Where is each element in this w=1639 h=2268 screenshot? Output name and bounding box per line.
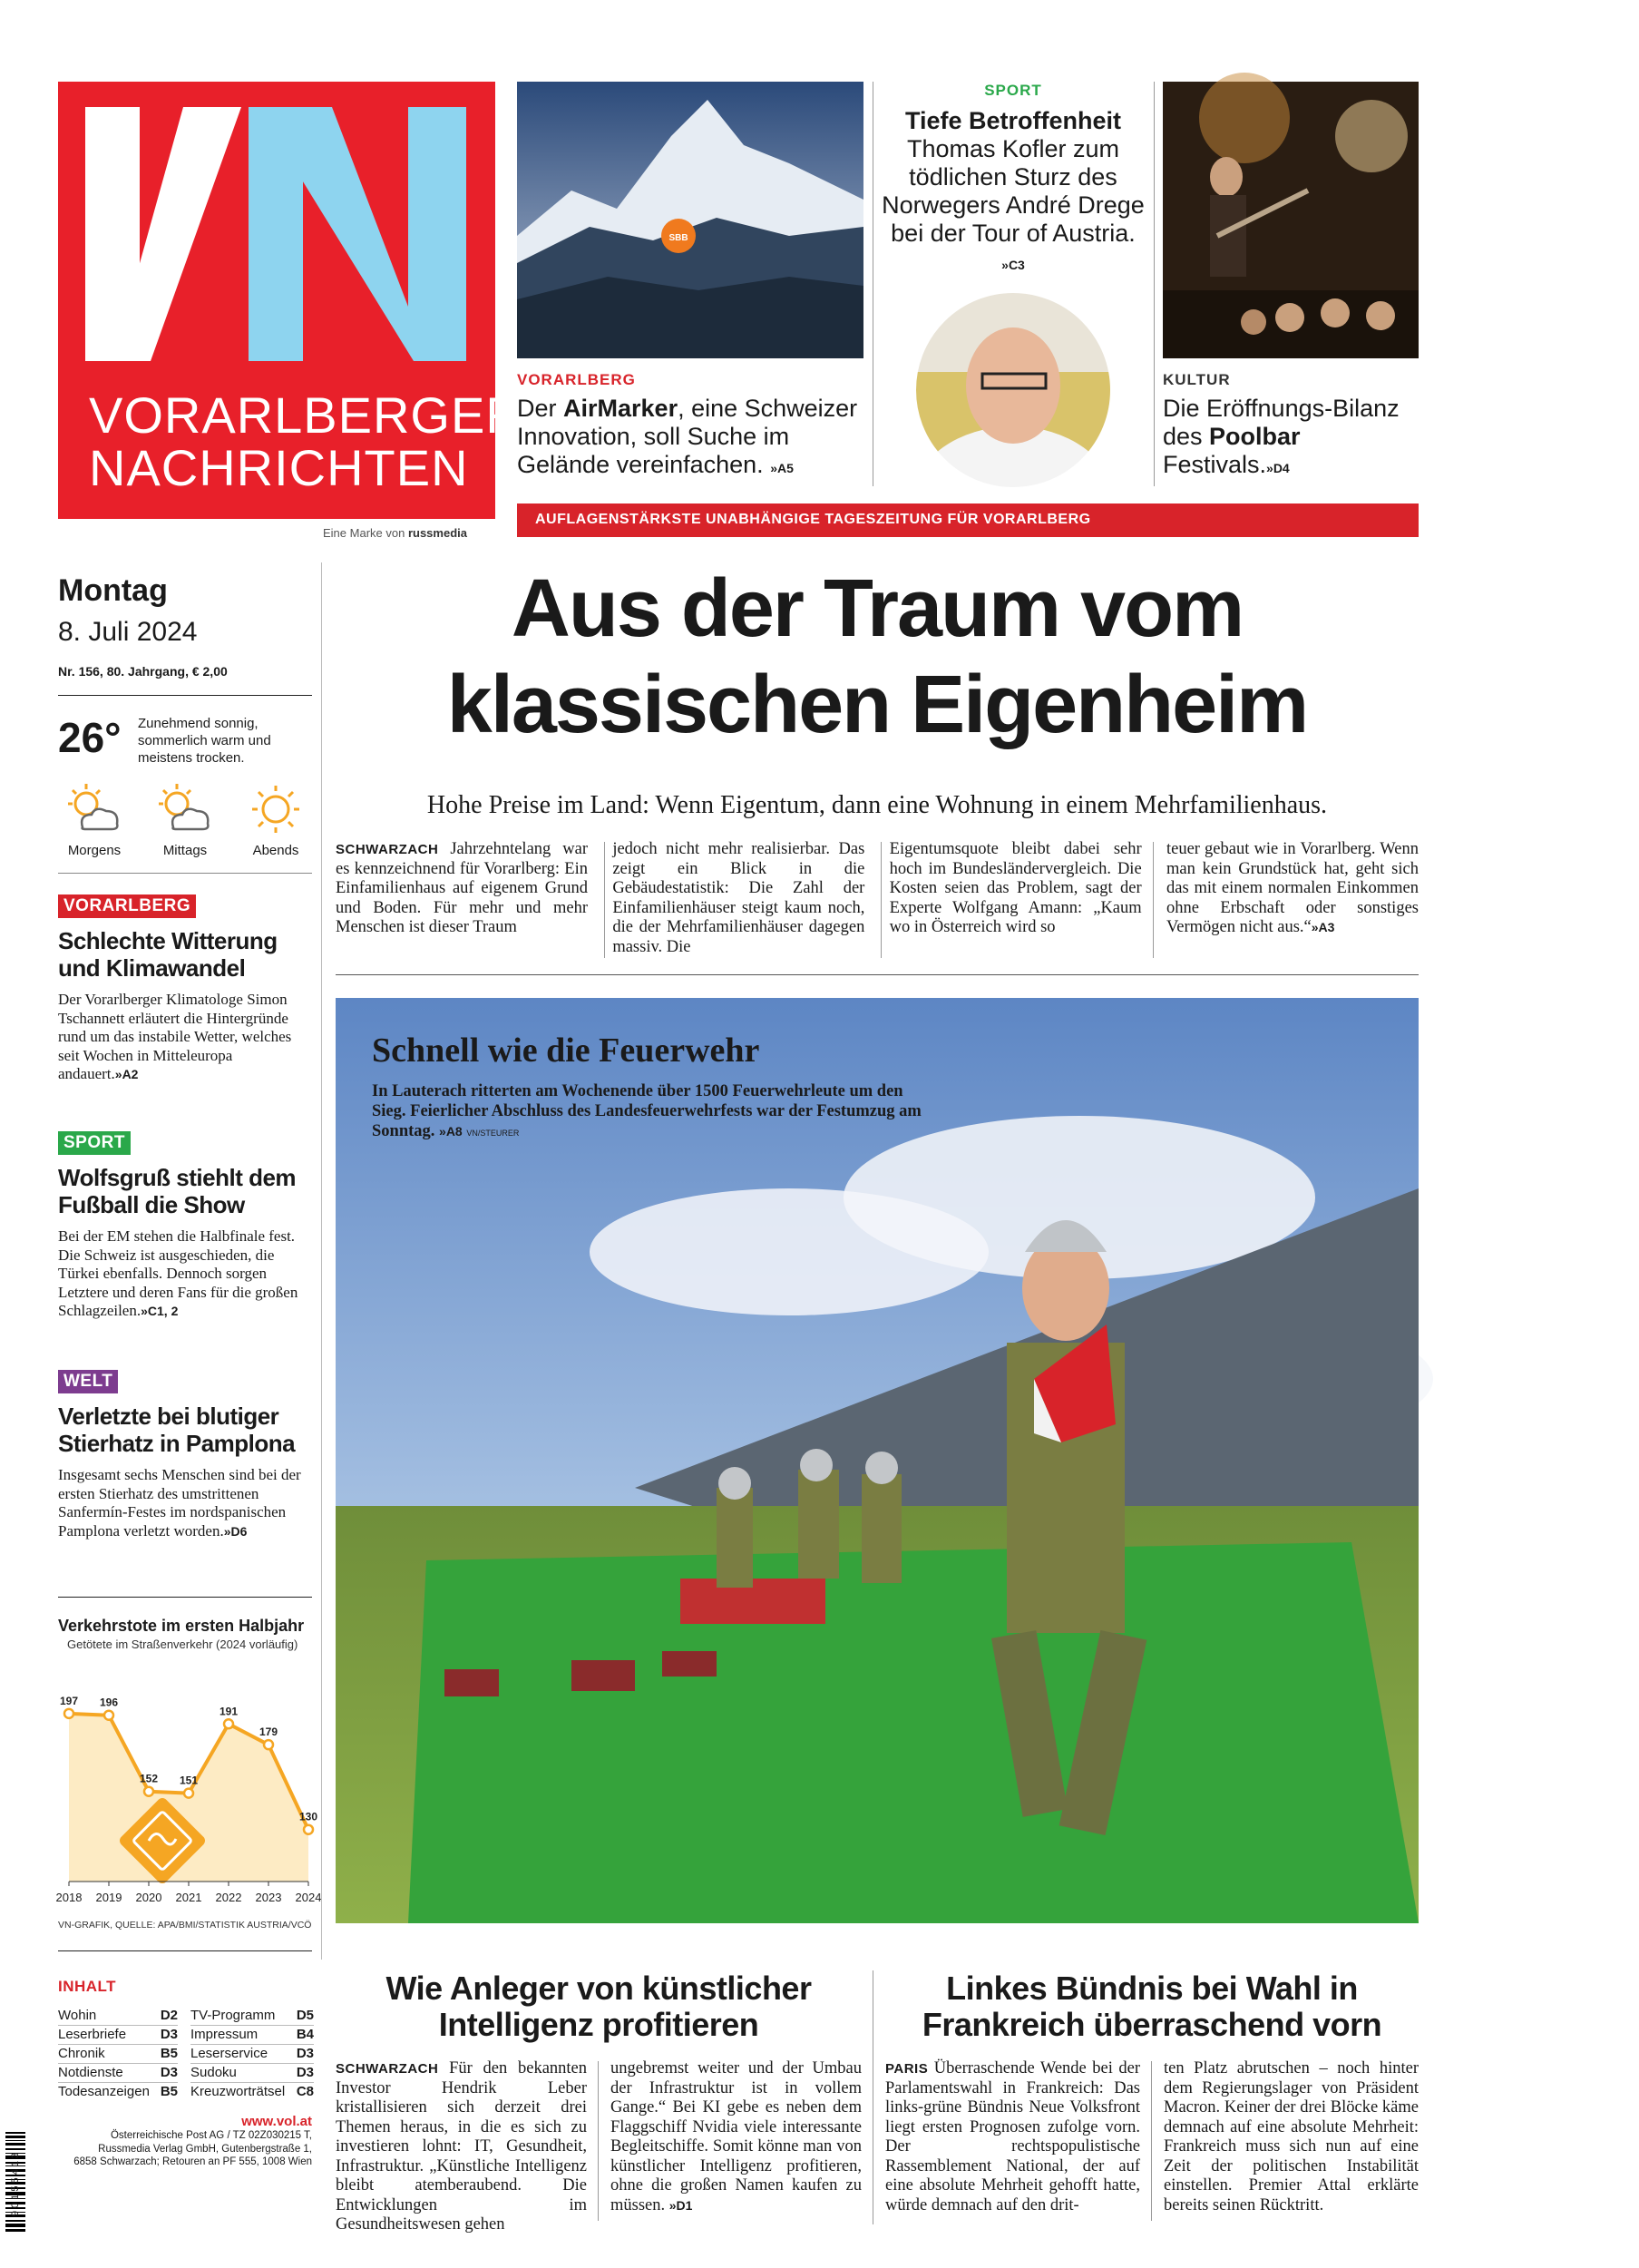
contents-page: D3 xyxy=(160,2065,178,2080)
photo-headline: Schnell wie die Feuerwehr xyxy=(372,1031,760,1070)
contents-page: D5 xyxy=(296,2008,314,2023)
contents-label: Notdienste xyxy=(58,2065,123,2080)
teaser-ref[interactable]: »A5 xyxy=(770,461,794,475)
masthead-logo xyxy=(58,82,523,519)
ai-col-1: SCHWARZACH Für den bekannten Investor Hendrik Leber kristallisieren sich derzeit drei Themen heraus, in die es sich zu investieren lohnt: IT, Gesundheit, Infrastruktur. „Künstliche Intelligenz bleibt atemberaubend. Die Entwicklungen im Gesundheitswesen gehen xyxy=(336,2059,588,2234)
contents-row[interactable] xyxy=(190,2083,314,2101)
teaser-text: Thomas Kofler zum tödlichen Sturz des Norwegers André Drege bei der Tour of Austria. »C3 xyxy=(882,135,1145,272)
tagline-bar xyxy=(517,503,1639,537)
ai-body xyxy=(336,2059,862,2235)
contents-title: INHALT xyxy=(58,1978,117,1995)
chart-data-label: 152 xyxy=(139,1772,159,1785)
contents-label: Sudoku xyxy=(190,2065,237,2080)
contents-label: Leserservice xyxy=(190,2046,268,2061)
heart-icon: ♥ xyxy=(1429,504,1445,533)
contents-page: D2 xyxy=(160,2008,178,2023)
teaser-text: Der AirMarker, eine Schweizer Innovation, soll Suche im Gelände vereinfachen. »A5 xyxy=(517,395,858,478)
story-category: VORARLBERG xyxy=(58,894,196,918)
contents-label: Chronik xyxy=(58,2046,105,2061)
contents-page: D3 xyxy=(296,2065,314,2080)
chart-tick-label: 2024 xyxy=(295,1891,322,1904)
contents-label: Kreuzworträtsel xyxy=(190,2084,286,2099)
brand-note-prefix: Eine Marke von xyxy=(323,526,405,540)
chart-point xyxy=(304,1825,313,1834)
lead-col-2: jedoch nicht mehr realisierbar. Das zeigt ein Blick in die Gebäudestatistik: Die Zahl der Einfamilienhäuser steigt kaum noch, die der Mehrfamilienhäuser dagegen massiv. Die xyxy=(612,840,865,956)
chart-data-label: 179 xyxy=(259,1725,278,1739)
contents-row[interactable] xyxy=(58,2083,178,2101)
weather-periods xyxy=(58,782,312,858)
chart-tick-label: 2022 xyxy=(215,1891,242,1904)
teaser-category: KULTUR xyxy=(1163,371,1231,388)
photo-caption: In Lauterach ritterten am Wochenende über 1500 Feuerwehrleute um den Sieg. Feierlicher Abschluss des Landesfeuerwehrfests war der Festumzug am Sonntag. »A8 VN/STEURER xyxy=(372,1082,922,1140)
chart-point xyxy=(104,1711,113,1720)
contents-page: D3 xyxy=(160,2027,178,2042)
chart-subtitle: Getötete im Straßenverkehr (2024 vorläufig) xyxy=(67,1637,298,1651)
story-category: WELT xyxy=(58,1370,118,1393)
chart-plot xyxy=(55,1655,322,1918)
brand-note-company: russmedia xyxy=(407,526,467,540)
hashtag[interactable]: #vorarlberghältzusammen xyxy=(1465,512,1639,527)
teaser-text: Die Eröffnungs-Bilanz des Poolbar Festivals.»D4 xyxy=(1163,395,1400,478)
chart-tick-label: 2020 xyxy=(135,1891,162,1904)
chart-data-label: 191 xyxy=(219,1705,239,1718)
chart-point xyxy=(184,1789,193,1798)
vn-logo-icon xyxy=(85,107,466,379)
chart-point xyxy=(64,1709,73,1718)
chart-data-label: 130 xyxy=(298,1810,318,1823)
ai-col-2: ungebremst weiter und der Umbau der Infrastruktur ist in vollem Gange.“ Bei KI gebe es neben dem Flaggschiff Nvidia viele interessante Begleitschiffe. Somit könne man von künstlicher Intelligenz profitieren, ohne die großen Namen kaufen zu müssen. »D1 xyxy=(610,2059,862,2214)
sun-icon xyxy=(244,782,307,836)
contents-label: Leserbriefe xyxy=(58,2027,127,2042)
lead-col-4: teuer gebaut wie in Vorarlberg. Wenn man kein Grundstück hat, geht sich das mit einem normalen Einkommen ohne Erbschaft oder sonstiges Vermögen nicht aus.“»A3 xyxy=(1166,840,1419,936)
barcode-number: 9 0 1 5 5 4 1 3 xyxy=(10,2152,21,2217)
contents-page: D3 xyxy=(296,2046,314,2061)
weather-period-noon: Mittags xyxy=(149,782,221,858)
chart-tick-label: 2018 xyxy=(55,1891,83,1904)
contents-right xyxy=(190,2007,314,2101)
mountain-photo xyxy=(517,82,863,358)
contents-page: C8 xyxy=(296,2084,314,2099)
teaser-sport[interactable] xyxy=(882,82,1145,490)
sun-cloud-icon xyxy=(153,782,217,836)
chart-tick-label: 2023 xyxy=(255,1891,282,1904)
lead-headline[interactable]: Aus der Traum vom klassischen Eigenheim xyxy=(446,563,1308,750)
chart-tick-label: 2019 xyxy=(95,1891,122,1904)
barcode xyxy=(2,2132,29,2244)
website-url[interactable]: www.vol.at xyxy=(241,2114,312,2129)
france-col-1: PARIS Überraschende Wende bei der Parlamentswahl in Frankreich: Das links-grüne Bündnis Neue Volksfront liegt ersten Prognosen zufolge vorn. Der rechtspopulistische Rassemblement National, der auf eine absolute Mehrheit gehofft hatte, würde demnach auf den drit- xyxy=(885,2059,1141,2214)
contents-row[interactable] xyxy=(58,2064,178,2082)
balloon-label: SBB xyxy=(668,233,688,243)
lead-col-1: SCHWARZACH Jahrzehntelang war es kennzeichnend für Vorarlberg: Ein Einfamilienhaus auf eigenem Grund und Boden. Für mehr und mehr Menschen ist dieser Traum xyxy=(336,840,588,936)
story-headline: Wolfsgruß stiehlt dem Fußball die Show xyxy=(58,1164,297,1218)
date: 8. Juli 2024 xyxy=(58,617,198,647)
teaser-category: SPORT xyxy=(984,82,1042,99)
weekday: Montag xyxy=(58,573,168,608)
contents-label: Todesanzeigen xyxy=(58,2084,150,2099)
chart-title: Verkehrstote im ersten Halbjahr xyxy=(58,1617,305,1635)
contents-page: B5 xyxy=(160,2046,178,2061)
contents-row[interactable] xyxy=(190,2026,314,2044)
chart-point xyxy=(224,1719,233,1728)
story-headline: Schlechte Witterung und Klimawandel xyxy=(58,927,278,982)
contents-label: TV-Programm xyxy=(190,2008,276,2023)
contents-row[interactable] xyxy=(190,2064,314,2082)
sidebar-story-welt[interactable] xyxy=(58,1370,312,1540)
masthead-name-line1: VORARLBERGER xyxy=(89,386,523,444)
concert-photo xyxy=(1163,82,1419,358)
contents-label: Impressum xyxy=(190,2027,259,2042)
ai-headline[interactable]: Wie Anleger von künstlicher Intelligenz profitieren xyxy=(385,1970,812,2043)
chart-data-label: 196 xyxy=(99,1696,119,1709)
teaser-kultur[interactable] xyxy=(1163,82,1419,483)
weather-description: Zunehmend sonnig, sommerlich warm und meistens trocken. xyxy=(138,716,271,766)
teaser-headline: Tiefe Betroffenheit xyxy=(904,107,1122,134)
story-category: SPORT xyxy=(58,1131,131,1155)
sidebar-story-vorarlberg[interactable] xyxy=(58,894,312,1084)
portrait-photo xyxy=(913,290,1113,490)
story-text: Bei der EM stehen die Halbfinale fest. Die Schweiz ist ausgeschieden, die Türkei ebenfalls. Dennoch sorgen Letztere und deren Fans für die großen Schlagzeilen.»C1, 2 xyxy=(58,1227,298,1319)
contents-row[interactable] xyxy=(190,2007,314,2025)
chart-source: VN-GRAFIK, QUELLE: APA/BMI/STATISTIK AUSTRIA/VCÖ xyxy=(58,1920,312,1931)
contents-row[interactable] xyxy=(58,2026,178,2044)
story-headline: Verletzte bei blutiger Stierhatz in Pamplona xyxy=(58,1403,296,1457)
story-text: Der Vorarlberger Klimatologe Simon Tschannett erläutert die Hintergründe rund um das instabile Wetter, welches seit Wochen in Mitteleuropa andauert.»A2 xyxy=(58,991,292,1082)
weather-temperature: 26° xyxy=(58,714,122,761)
contents-left xyxy=(58,2007,178,2101)
weather-period-morning: Morgens xyxy=(58,782,131,858)
contents-row[interactable] xyxy=(58,2007,178,2025)
tagline-text: AUFLAGENSTÄRKSTE UNABHÄNGIGE TAGESZEITUNG FÜR VORARLBERG xyxy=(535,512,1091,527)
masthead-name-line2: NACHRICHTEN xyxy=(89,439,469,496)
teaser-category: VORARLBERG xyxy=(517,371,636,388)
contents-row[interactable] xyxy=(58,2045,178,2063)
feuerwehr-photo[interactable] xyxy=(336,998,1419,1923)
traffic-deaths-chart xyxy=(55,1617,322,1931)
chart-point xyxy=(264,1740,273,1749)
weather-period-evening: Abends xyxy=(239,782,312,858)
lead-col-3: Eigentumsquote bleibt dabei sehr hoch im Bundesländervergleich. Die Kosten seien das Problem, sagt der Experte Wolfgang Amann: „Kaum wo in Österreich wird so xyxy=(889,840,1142,936)
contents-page: B5 xyxy=(160,2084,178,2099)
chart-point xyxy=(144,1787,153,1796)
sun-cloud-icon xyxy=(63,782,126,836)
france-col-2: ten Platz abrutschen – noch hinter dem Regierungslager von Präsident Macron. Keiner der drei Blöcke käme demnach auf eine absolute Mehrheit: Frankreich muss sich nun auf eine Zeit der politischen Instabilität einstellen. Premier Attal erklärte bereits seinen Rücktritt. xyxy=(1164,2059,1419,2214)
issue-info: Nr. 156, 80. Jahrgang, € 2,00 xyxy=(58,664,228,679)
lead-body xyxy=(336,840,1419,957)
contents-row[interactable] xyxy=(190,2045,314,2063)
lead-subhead: Hohe Preise im Land: Wenn Eigentum, dann eine Wohnung in einem Mehrfamilienhaus. xyxy=(426,791,1328,819)
imprint: www.vol.at Österreichische Post AG / TZ 02Z030215 T, Russmedia Verlag GmbH, Gutenbergstraße 1, 6858 Schwarzach; Retouren an PF 555, 1008 Wien xyxy=(58,2114,312,2169)
chart-data-label: 197 xyxy=(59,1694,79,1707)
story-text: Insgesamt sechs Menschen sind bei der ersten Stierhatz des umstrittenen Sanfermín-Festes im nordspanischen Pamplona verletzt worden.»D6 xyxy=(58,1466,301,1540)
sidebar-story-sport[interactable] xyxy=(58,1131,312,1321)
contents-label: Wohin xyxy=(58,2008,97,2023)
brand-note xyxy=(323,526,467,540)
france-headline[interactable]: Linkes Bündnis bei Wahl in Frankreich überraschend vorn xyxy=(922,1970,1382,2043)
france-body xyxy=(885,2059,1419,2215)
teaser-airmarker[interactable] xyxy=(517,82,863,483)
contents-page: B4 xyxy=(296,2027,314,2042)
chart-data-label: 151 xyxy=(179,1774,199,1787)
chart-tick-label: 2021 xyxy=(175,1891,202,1904)
